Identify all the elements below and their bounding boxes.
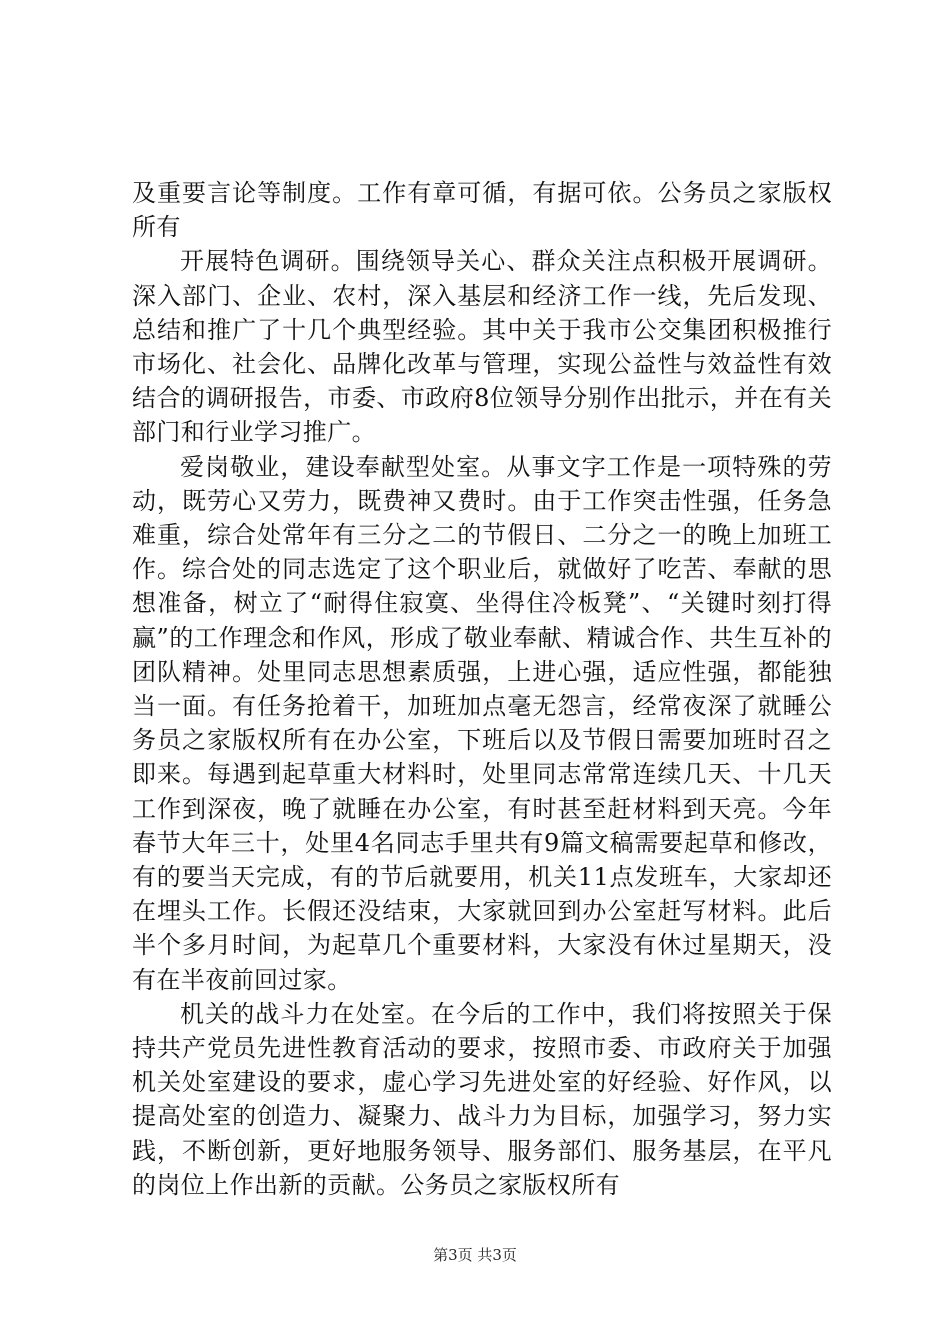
paragraph-2: 开展特色调研。围绕领导关心、群众关注点积极开展调研。深入部门、企业、农村，深入基层和经济工作一线，先后发现、总结和推广了十几个典型经验。其中关于我市公交集团积极推行市场化、社会化、品牌化改革与管理，实现公益性与效益性有效结合的调研报告，市委、市政府8位领导分别作出批示，并在有关部门和行业学习推广。 (132, 247, 832, 447)
page-footer: 第3页 共3页 (433, 1246, 517, 1264)
document-body (132, 176, 832, 1202)
paragraph-1: 及重要言论等制度。工作有章可循，有据可依。公务员之家版权所有 (132, 179, 832, 242)
paragraph-4: 机关的战斗力在处室。在今后的工作中，我们将按照关于保持共产党员先进性教育活动的要求，按照市委、市政府关于加强机关处室建设的要求，虚心学习先进处室的好经验、好作风，以提高处室的创造力、凝聚力、战斗力为目标，加强学习，努力实践，不断创新，更好地服务领导、服务部们、服务基层，在平凡的岗位上作出新的贡献。公务员之家版权所有 (132, 999, 832, 1199)
paragraph-3: 爱岗敬业，建设奉献型处室。从事文字工作是一项特殊的劳动，既劳心又劳力，既费神又费时。由于工作突击性强，任务急难重，综合处常年有三分之二的节假日、二分之一的晚上加班工作。综合处的同志选定了这个职业后，就做好了吃苦、奉献的思想准备，树立了“耐得住寂寞、坐得住冷板凳”、“关键时刻打得赢”的工作理念和作风，形成了敬业奉献、精诚合作、共生互补的团队精神。处里同志思想素质强，上进心强，适应性强，都能独当一面。有任务抢着干，加班加点毫无怨言，经常夜深了就睡公务员之家版权所有在办公室，下班后以及节假日需要加班时召之即来。每遇到起草重大材料时，处里同志常常连续几天、十几天工作到深夜，晚了就睡在办公室，有时甚至赶材料到天亮。今年春节大年三十，处里4名同志手里共有9篇文稿需要起草和修改，有的要当天完成，有的节后就要用，机关11点发班车，大家却还在埋头工作。长假还没结束，大家就回到办公室赶写材料。此后半个多月时间，为起草几个重要材料，大家没有休过星期天，没有在半夜前回过家。 (132, 452, 832, 994)
